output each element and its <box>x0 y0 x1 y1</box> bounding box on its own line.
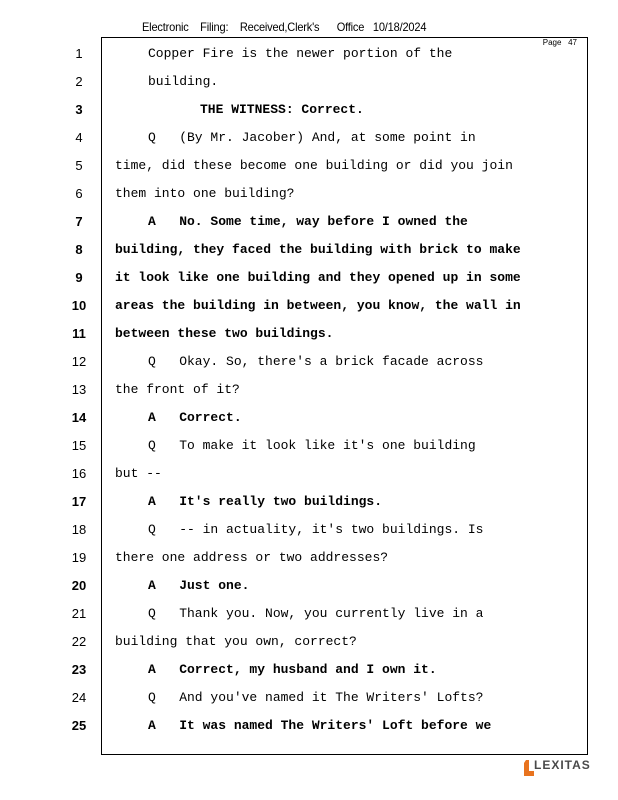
filing-header: Electronic Filing: Received,Clerk's Office 10/18/2024 <box>142 20 427 34</box>
transcript-line: A Correct. <box>148 410 242 425</box>
line-number: 23 <box>71 662 87 677</box>
transcript-line: the front of it? <box>115 382 240 397</box>
line-number: 17 <box>71 494 87 509</box>
line-number: 2 <box>75 74 83 89</box>
transcript-line: A Correct, my husband and I own it. <box>148 662 437 677</box>
line-number: 24 <box>71 690 87 705</box>
transcript-line: A It was named The Writers' Loft before we <box>148 718 492 733</box>
transcript-line: building that you own, correct? <box>115 634 357 649</box>
lexitas-logo-text: LEXITAS <box>534 758 591 772</box>
line-number: 14 <box>71 410 87 425</box>
line-number: 13 <box>71 382 87 397</box>
transcript-line: but -- <box>115 466 162 481</box>
transcript-line: building, they faced the building with brick to make <box>115 242 521 257</box>
transcript-line: Q To make it look like it's one building <box>148 438 476 453</box>
line-number: 9 <box>75 270 83 285</box>
line-number: 8 <box>75 242 83 257</box>
transcript-line: building. <box>148 74 219 89</box>
transcript-line: between these two buildings. <box>115 326 334 341</box>
line-number: 12 <box>71 354 87 369</box>
transcript-line: Q (By Mr. Jacober) And, at some point in <box>148 130 476 145</box>
line-number: 6 <box>75 186 83 201</box>
lexitas-logo-icon <box>524 760 534 776</box>
transcript-line: Q And you've named it The Writers' Lofts? <box>148 690 484 705</box>
line-number: 18 <box>71 522 87 537</box>
line-number: 4 <box>75 130 83 145</box>
transcript-line: A No. Some time, way before I owned the <box>148 214 468 229</box>
transcript-line: A It's really two buildings. <box>148 494 383 509</box>
transcript-line: them into one building? <box>115 186 295 201</box>
transcript-line: time, did these become one building or did you join <box>115 158 513 173</box>
line-number: 22 <box>71 634 87 649</box>
line-number: 20 <box>71 578 87 593</box>
transcript-line: Copper Fire is the newer portion of the <box>148 46 453 61</box>
transcript-line: Q Okay. So, there's a brick facade across <box>148 354 484 369</box>
transcript-line: Q Thank you. Now, you currently live in a <box>148 606 484 621</box>
page-number: Page 47 <box>542 38 577 47</box>
line-number: 16 <box>71 466 87 481</box>
line-number: 3 <box>75 102 83 117</box>
transcript-line: areas the building in between, you know, the wall in <box>115 298 521 313</box>
line-number: 19 <box>71 550 87 565</box>
line-number: 5 <box>75 158 83 173</box>
transcript-line: A Just one. <box>148 578 250 593</box>
line-number: 7 <box>75 214 83 229</box>
line-number: 10 <box>71 298 87 313</box>
line-number: 15 <box>71 438 87 453</box>
transcript-line: Q -- in actuality, it's two buildings. Is <box>148 522 484 537</box>
line-number: 11 <box>72 326 86 341</box>
line-number: 25 <box>71 718 87 733</box>
line-number: 21 <box>71 606 87 621</box>
line-number: 1 <box>75 46 83 61</box>
transcript-line: THE WITNESS: Correct. <box>200 102 364 117</box>
transcript-line: there one address or two addresses? <box>115 550 389 565</box>
transcript-line: it look like one building and they opened up in some <box>115 270 521 285</box>
